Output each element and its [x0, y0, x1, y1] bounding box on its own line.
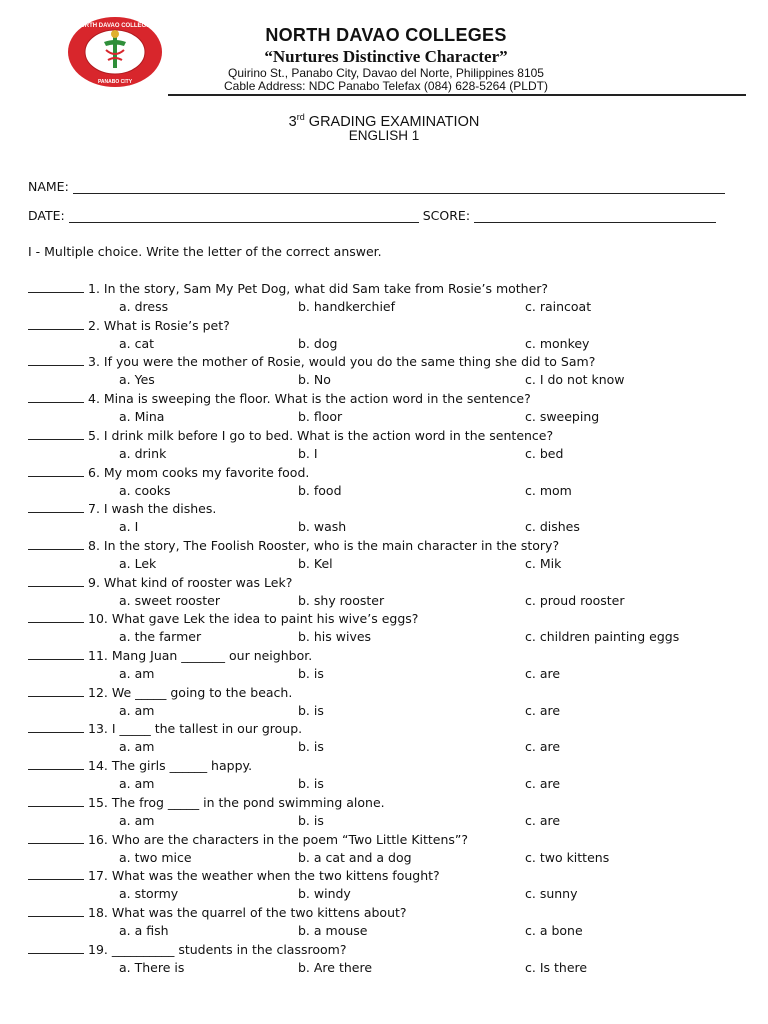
- answer-blank[interactable]: [28, 868, 84, 880]
- date-blank[interactable]: [69, 210, 419, 223]
- question-text: 1. In the story, Sam My Pet Dog, what did Sam take from Rosie’s mother?: [88, 281, 549, 296]
- choice-a: a. a fish: [119, 922, 169, 938]
- question-text: 16. Who are the characters in the poem “Two Little Kittens”?: [88, 831, 469, 847]
- choice-c: c. are: [525, 776, 561, 792]
- question-item: [28, 942, 346, 958]
- answer-blank[interactable]: [28, 318, 84, 330]
- choice-c: c. two kittens: [525, 849, 610, 865]
- question-text: 14. The girls ______ happy.: [88, 758, 253, 774]
- question-text: 13. I _____ the tallest in our group.: [88, 721, 303, 737]
- choice-b: b. is: [298, 666, 324, 681]
- question-text: 2. What is Rosie’s pet?: [88, 317, 230, 333]
- question-text: 7. I wash the dishes.: [88, 501, 217, 517]
- question-text: 5. I drink milk before I go to bed. What is the action word in the sentence?: [88, 427, 554, 443]
- question-item: [28, 501, 216, 517]
- question-text: 19. __________ students in the classroom?: [88, 941, 347, 957]
- name-field: [28, 179, 729, 194]
- grading-title: GRADING EXAMINATION: [304, 114, 480, 130]
- seal-text-bottom: PANABO CITY: [97, 79, 133, 85]
- answer-blank[interactable]: [28, 501, 84, 513]
- question-item: [28, 868, 440, 884]
- choice-b: b. I: [298, 445, 318, 461]
- choice-a: a. am: [119, 739, 155, 755]
- question-item: [28, 721, 302, 737]
- school-name: NORTH DAVAO COLLEGES: [265, 25, 507, 45]
- choice-b: b. is: [298, 812, 324, 828]
- choice-c: c. are: [525, 812, 561, 828]
- question-item: [28, 281, 548, 297]
- choice-a: a. the farmer: [119, 629, 202, 645]
- answer-blank[interactable]: [28, 758, 84, 770]
- school-address: Quirino St., Panabo City, Davao del Norte, Philippines 8105: [228, 66, 544, 80]
- answer-blank[interactable]: [28, 465, 84, 477]
- question-text: 17. What was the weather when the two kittens fought?: [88, 868, 440, 884]
- choice-a: a. I: [119, 519, 139, 535]
- choice-a: a. sweet rooster: [119, 592, 221, 608]
- choice-a: a. am: [119, 666, 155, 681]
- choice-c: c. I do not know: [525, 372, 625, 388]
- question-item: [28, 428, 553, 444]
- choice-c: c. sunny: [525, 886, 578, 902]
- answer-blank[interactable]: [28, 721, 84, 733]
- choice-b: b. is: [298, 739, 324, 755]
- date-label: DATE:: [28, 208, 65, 223]
- question-text: 18. What was the quarrel of the two kittens about?: [88, 904, 407, 920]
- choice-b: b. handkerchief: [298, 299, 396, 314]
- question-item: [28, 832, 468, 848]
- answer-blank[interactable]: [28, 391, 84, 403]
- choice-b: b. shy rooster: [298, 592, 385, 608]
- question-item: [28, 575, 292, 591]
- choice-c: c. Mik: [525, 555, 562, 571]
- choice-c: c. dishes: [525, 519, 580, 535]
- answer-blank[interactable]: [28, 428, 84, 440]
- choice-c: c. mom: [525, 482, 572, 498]
- question-item: [28, 318, 230, 334]
- choice-c: c. are: [525, 739, 561, 755]
- section-instruction: I - Multiple choice. Write the letter of the correct answer.: [28, 244, 382, 259]
- choice-a: a. dress: [119, 299, 169, 314]
- score-blank[interactable]: [474, 210, 716, 223]
- choice-a: a. There is: [119, 959, 185, 975]
- choice-c: c. monkey: [525, 335, 590, 351]
- score-label: SCORE:: [422, 208, 471, 223]
- choice-c: c. proud rooster: [525, 592, 625, 608]
- choice-a: a. Yes: [119, 372, 155, 388]
- choice-b: b. Kel: [298, 555, 333, 571]
- choice-b: b. wash: [298, 519, 347, 535]
- date-score-field: [28, 208, 720, 223]
- choice-b: b. floor: [298, 409, 343, 425]
- school-seal-logo: [66, 16, 164, 88]
- question-item: [28, 354, 595, 370]
- answer-blank[interactable]: [28, 648, 84, 660]
- question-item: [28, 685, 292, 701]
- choice-b: b. Are there: [298, 959, 373, 975]
- question-item: [28, 391, 531, 407]
- question-text: 15. The frog _____ in the pond swimming alone.: [88, 794, 385, 810]
- choice-b: b. a cat and a dog: [298, 849, 412, 865]
- choice-c: c. bed: [525, 445, 564, 461]
- choice-b: b. windy: [298, 886, 351, 902]
- answer-blank[interactable]: [28, 832, 84, 844]
- question-text: 9. What kind of rooster was Lek?: [88, 574, 293, 590]
- choice-a: a. Lek: [119, 555, 157, 571]
- answer-blank[interactable]: [28, 575, 84, 587]
- grading-number: 3: [288, 114, 297, 130]
- choice-a: a. stormy: [119, 886, 179, 902]
- choice-a: a. am: [119, 776, 155, 792]
- header-divider: [168, 94, 746, 96]
- choice-c: c. are: [525, 666, 561, 681]
- question-item: [28, 648, 312, 664]
- choice-c: c. sweeping: [525, 409, 600, 425]
- answer-blank[interactable]: [28, 538, 84, 550]
- choice-c: c. a bone: [525, 922, 583, 938]
- question-item: [28, 795, 385, 811]
- choice-c: c. Is there: [525, 959, 588, 975]
- question-text: 6. My mom cooks my favorite food.: [88, 464, 310, 480]
- choice-a: a. am: [119, 702, 155, 718]
- name-blank[interactable]: [73, 181, 725, 194]
- choice-a: a. am: [119, 812, 155, 828]
- choice-a: a. two mice: [119, 849, 192, 865]
- choice-b: b. is: [298, 702, 324, 718]
- choice-b: b. food: [298, 482, 342, 498]
- choice-b: b. dog: [298, 335, 338, 351]
- choice-b: b. his wives: [298, 629, 372, 645]
- question-item: [28, 538, 559, 554]
- choice-b: b. is: [298, 776, 324, 792]
- seal-text-top: NORTH DAVAO COLLEGES: [75, 23, 155, 29]
- exam-subject: ENGLISH 1: [348, 128, 420, 143]
- question-item: [28, 905, 407, 921]
- question-text: 4. Mina is sweeping the floor. What is the action word in the sentence?: [88, 391, 531, 407]
- question-item: [28, 611, 418, 627]
- question-item: [28, 465, 309, 481]
- answer-blank[interactable]: [28, 354, 84, 366]
- question-text: 11. Mang Juan _______ our neighbor.: [88, 648, 313, 663]
- choice-c: c. children painting eggs: [525, 629, 680, 645]
- question-text: 3. If you were the mother of Rosie, would you do the same thing she did to Sam?: [88, 354, 596, 370]
- answer-blank[interactable]: [28, 611, 84, 623]
- question-item: [28, 758, 252, 774]
- choice-a: a. cooks: [119, 482, 171, 498]
- choice-b: b. No: [298, 372, 331, 388]
- answer-blank[interactable]: [28, 281, 84, 293]
- answer-blank[interactable]: [28, 795, 84, 807]
- choice-a: a. Mina: [119, 409, 165, 425]
- question-text: 12. We _____ going to the beach.: [88, 684, 293, 700]
- cable-address: Cable Address: NDC Panabo Telefax (084) 628-5264 (PLDT): [224, 79, 548, 93]
- choice-a: a. drink: [119, 445, 167, 461]
- answer-blank[interactable]: [28, 685, 84, 697]
- choice-b: b. a mouse: [298, 922, 368, 938]
- school-motto: “Nurtures Distinctive Character”: [264, 47, 508, 66]
- name-label: NAME:: [28, 179, 69, 194]
- choice-c: c. raincoat: [525, 299, 592, 314]
- question-text: 8. In the story, The Foolish Rooster, who is the main character in the story?: [88, 537, 560, 553]
- question-text: 10. What gave Lek the idea to paint his wive’s eggs?: [88, 611, 419, 627]
- answer-blank[interactable]: [28, 905, 84, 917]
- choice-a: a. cat: [119, 335, 155, 351]
- letterhead: [160, 24, 612, 93]
- answer-blank[interactable]: [28, 942, 84, 954]
- choice-c: c. are: [525, 702, 561, 718]
- grading-suffix: rd: [296, 112, 305, 122]
